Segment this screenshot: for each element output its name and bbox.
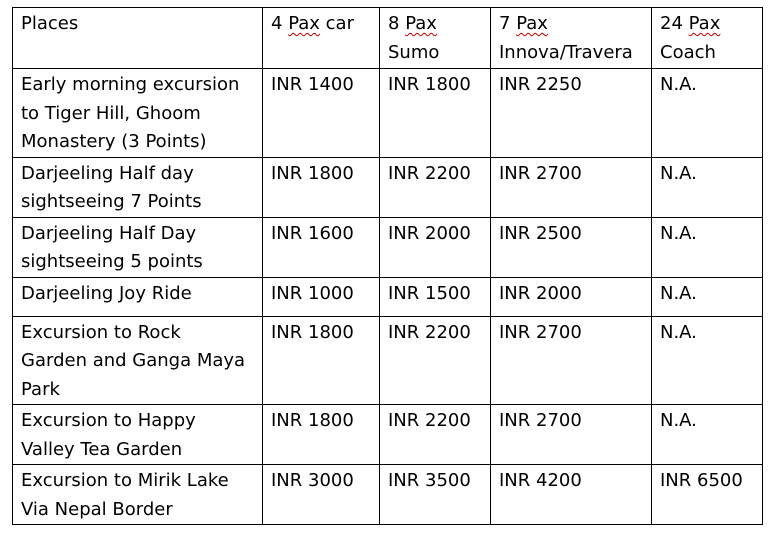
price-8-pax-sumo: INR 2200 [380,316,491,405]
price-7-pax-innova: INR 4200 [491,465,652,525]
table-row [13,405,763,465]
price-4-pax-car: INR 1800 [263,405,380,465]
header-places: Places [13,8,263,69]
price-24-pax-coach: N.A. [652,217,763,277]
place-cell: Early morning excursion to Tiger Hill, Ghoom Monastery (3 Points) [13,69,263,158]
place-cell: Excursion to Rock Garden and Ganga Maya Park [13,316,263,405]
price-4-pax-car: INR 3000 [263,465,380,525]
spellcheck-underline: Pax [288,13,320,34]
price-24-pax-coach: N.A. [652,277,763,316]
price-8-pax-sumo: INR 1500 [380,277,491,316]
fare-table [12,7,763,525]
table-row [13,217,763,277]
spellcheck-underline: Pax [688,13,721,34]
place-cell: Darjeeling Half day sightseeing 7 Points [13,157,263,217]
table-row [13,69,763,158]
table-row [13,316,763,405]
price-24-pax-coach: N.A. [652,157,763,217]
table-header-row [13,8,763,69]
price-7-pax-innova: INR 2700 [491,157,652,217]
table-row [13,465,763,525]
price-8-pax-sumo: INR 1800 [380,69,491,158]
price-8-pax-sumo: INR 2000 [380,217,491,277]
spellcheck-underline: Pax [516,13,548,34]
price-4-pax-car: INR 1000 [263,277,380,316]
price-24-pax-coach: N.A. [652,69,763,158]
price-8-pax-sumo: INR 2200 [380,405,491,465]
price-7-pax-innova: INR 2700 [491,316,652,405]
table-row [13,277,763,316]
header-8-pax-sumo: 8 Pax Sumo [380,8,491,69]
table-row [13,157,763,217]
price-7-pax-innova: INR 2700 [491,405,652,465]
price-4-pax-car: INR 1800 [263,157,380,217]
price-24-pax-coach: INR 6500 [652,465,763,525]
price-7-pax-innova: INR 2000 [491,277,652,316]
price-4-pax-car: INR 1400 [263,69,380,158]
price-4-pax-car: INR 1800 [263,316,380,405]
place-cell: Excursion to Mirik Lake Via Nepal Border [13,465,263,525]
price-7-pax-innova: INR 2250 [491,69,652,158]
spellcheck-underline: Pax [405,13,437,34]
price-7-pax-innova: INR 2500 [491,217,652,277]
price-24-pax-coach: N.A. [652,316,763,405]
price-8-pax-sumo: INR 3500 [380,465,491,525]
header-4-pax-car: 4 Pax car [263,8,380,69]
price-4-pax-car: INR 1600 [263,217,380,277]
place-cell: Darjeeling Joy Ride [13,277,263,316]
place-cell: Excursion to Happy Valley Tea Garden [13,405,263,465]
header-24-pax-coach: 24 Pax Coach [652,8,763,69]
place-cell: Darjeeling Half Day sightseeing 5 points [13,217,263,277]
price-8-pax-sumo: INR 2200 [380,157,491,217]
header-7-pax-innova: 7 Pax Innova/Travera [491,8,652,69]
price-24-pax-coach: N.A. [652,405,763,465]
